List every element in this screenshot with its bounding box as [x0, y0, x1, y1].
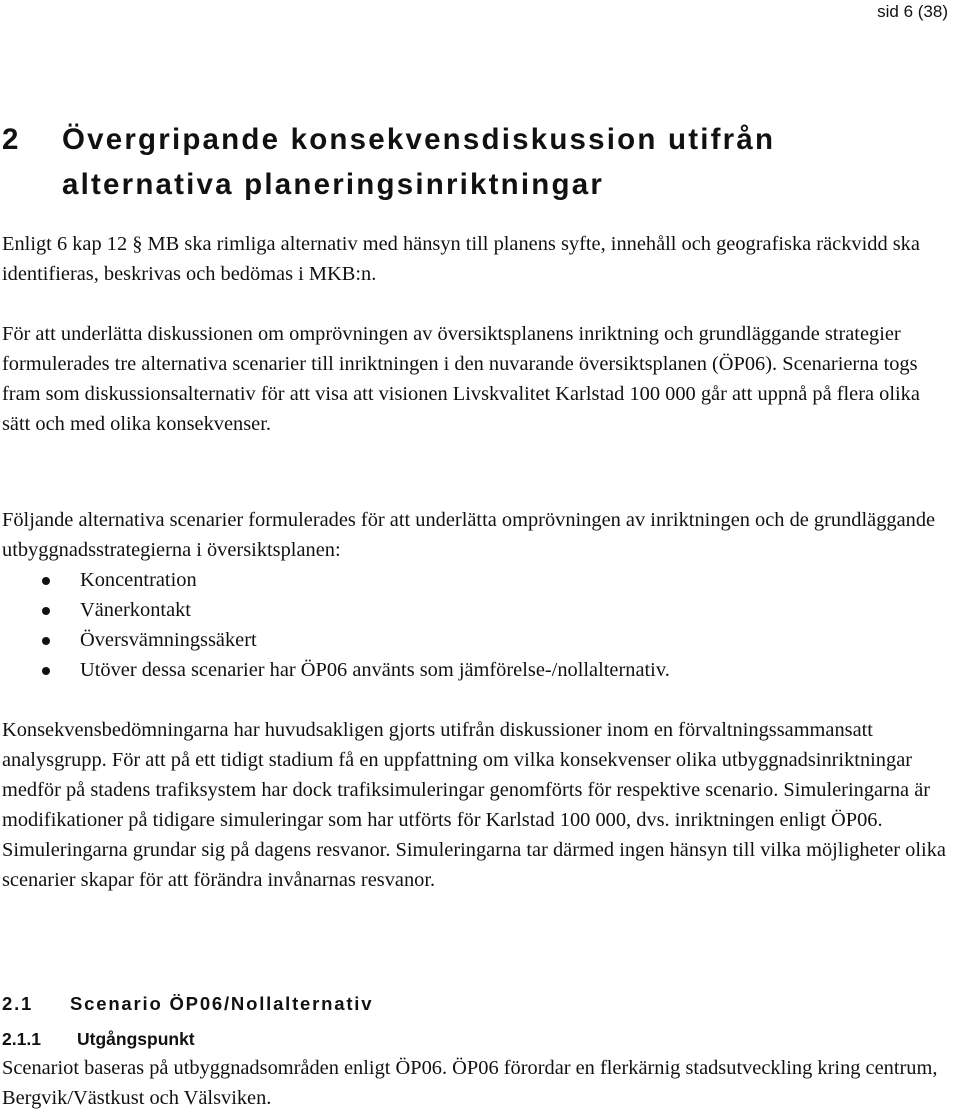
list-item — [2, 655, 952, 685]
paragraph-assessment: Konsekvensbedömningarna har huvudsakligen gjorts utifrån diskussioner inom en förvaltningssammansatt analysgrupp. För att på ett tidigt stadium få en uppfattning om vilka konsekvenser olika utbyggnadsinriktningar medför på stadens trafiksystem har dock trafiksimuleringar genomförts för respektive scenario. Simuleringarna är modifikationer på tidigare simuleringar som har utförts för Karlstad 100 000, dvs. inriktningen enligt ÖP06. Simuleringarna grundar sig på dagens resvanor. Simuleringarna tar därmed ingen hänsyn till vilka möjligheter olika scenarier skapar för att förändra invånarnas resvanor. — [2, 719, 946, 891]
subsubsection-title: Utgångspunkt — [77, 1029, 195, 1049]
subsection-title: Scenario ÖP06/Nollalternativ — [70, 993, 374, 1014]
list-item-text: Koncentration — [80, 569, 197, 591]
bullet-icon — [42, 607, 50, 615]
section-title-line-2: alternativa planeringsinriktningar — [62, 168, 605, 201]
section-title-line-1: Övergripande konsekvensdiskussion utifrån — [62, 123, 776, 156]
subsubsection-heading — [2, 1025, 195, 1053]
bullet-icon — [42, 577, 50, 585]
section-number: 2 — [2, 123, 21, 156]
page-number: sid 6 (38) — [877, 2, 948, 21]
list-item-text: Översvämningssäkert — [80, 629, 257, 651]
subsection-heading — [2, 990, 373, 1018]
paragraph-starting-point: Scenariot baseras på utbyggnadsområden enligt ÖP06. ÖP06 förordar en flerkärnig stadsutveckling kring centrum, Bergvik/Västkust och Välsviken. — [2, 1057, 938, 1109]
list-item-text: Vänerkontakt — [80, 599, 191, 621]
list-item — [2, 565, 952, 595]
list-item — [2, 595, 952, 625]
scenario-list — [2, 565, 952, 685]
paragraph-legal-basis: Enligt 6 kap 12 § MB ska rimliga alternativ med hänsyn till planens syfte, innehåll och geografiska räckvidd ska identifieras, beskrivas och bedömas i MKB:n. — [2, 233, 920, 285]
subsubsection-number: 2.1.1 — [2, 1029, 41, 1049]
bullet-icon — [42, 637, 50, 645]
paragraph-scenarios-intro: För att underlätta diskussionen om omprövningen av översiktsplanens inriktning och grundläggande strategier formulerades tre alternativa scenarier till inriktningen i den nuvarande översiktsplanen (ÖP06). Scenarierna togs fram som diskussionsalternativ för att visa att visionen Livskvalitet Karlstad 100 000 går att uppnå på flera olika sätt och med olika konsekvenser. — [2, 323, 920, 435]
paragraph-scenario-list-intro: Följande alternativa scenarier formulerades för att underlätta omprövningen av inriktningen och de grundläggande utbyggnadsstrategierna i översiktsplanen: — [2, 509, 936, 561]
section-heading — [2, 117, 942, 207]
list-item — [2, 625, 952, 655]
bullet-icon — [42, 667, 50, 675]
list-item-text: Utöver dessa scenarier har ÖP06 använts som jämförelse-/nollalternativ. — [80, 659, 670, 681]
subsection-number: 2.1 — [2, 993, 34, 1014]
